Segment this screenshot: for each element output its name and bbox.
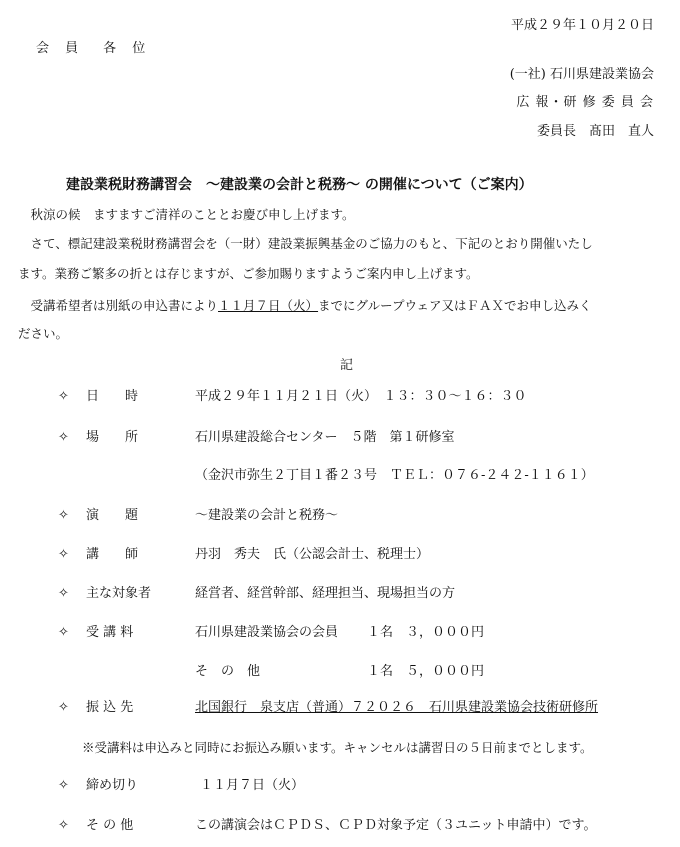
diamond-bullet-icon: ✧ — [58, 700, 69, 715]
detail-value-deadline: １１月７日（火） — [200, 778, 305, 793]
diamond-bullet-icon: ✧ — [58, 547, 69, 562]
fee-other-name: そ の 他 — [195, 664, 261, 679]
committee-name: 広 報・研 修 委 員 会 — [516, 95, 654, 110]
document-title: 建設業税財務講習会 ～建設業の会計と税務～ の開催について（ご案内） — [66, 177, 533, 193]
fee-member — [195, 625, 484, 641]
fee-member-price: １名 ３，０００円 — [367, 625, 485, 640]
detail-label-fee: 受 講 料 — [86, 625, 134, 640]
greeting-paragraph — [18, 207, 664, 222]
payment-note: ※受講料は申込みと同時にお振込み願います。キャンセルは講習日の５日前までとします。 — [82, 740, 593, 755]
detail-value-target: 経営者、経営幹部、経理担当、現場担当の方 — [195, 586, 456, 601]
fee-member-name: 石川県建設業協会の会員 — [195, 625, 339, 640]
greeting-text: 秋涼の候 ますますご清祥のこととお慶び申し上げます。 — [30, 207, 355, 222]
diamond-bullet-icon: ✧ — [58, 389, 69, 404]
ki-heading: 記 — [340, 358, 354, 373]
fee-other — [195, 664, 484, 680]
detail-value-venue: 石川県建設総合センター ５階 第１研修室 — [195, 430, 455, 445]
fee-other-price: １名 ５，０００円 — [367, 664, 485, 679]
application-deadline: １１月７日（火） — [218, 298, 319, 313]
diamond-bullet-icon: ✧ — [58, 778, 69, 793]
diamond-bullet-icon: ✧ — [58, 508, 69, 523]
detail-value-topic: ～建設業の会計と税務～ — [195, 508, 339, 523]
detail-label-venue: 場 所 — [86, 430, 139, 445]
diamond-bullet-icon: ✧ — [58, 625, 69, 640]
detail-value-other: この講演会はＣＰＤＳ、ＣＰＤ対象予定（３ユニット申請中）です。 — [195, 818, 597, 833]
application-paragraph-line2: ださい。 — [18, 326, 69, 341]
detail-label-target: 主な対象者 — [86, 586, 152, 601]
venue-address: （金沢市弥生２丁目１番２３号 ＴＥＬ：０７６‐２４２‐１１６１） — [195, 468, 594, 483]
diamond-bullet-icon: ✧ — [58, 430, 69, 445]
detail-label-bank: 振 込 先 — [86, 700, 134, 715]
detail-label-datetime: 日 時 — [86, 389, 139, 404]
detail-label-deadline: 締め切り — [86, 778, 139, 793]
organization-name: (一社) 石川県建設業協会 — [509, 67, 654, 82]
intro-text-line1: さて、標記建設業税財務講習会を（一財）建設業振興基金のご協力のもと、下記のとおり開催いたし — [30, 236, 593, 251]
intro-paragraph-line2: ます。業務ご繁多の折とは存じますが、ご参加賜りますようご案内申し上げます。 — [18, 266, 479, 281]
application-paragraph-line1 — [18, 298, 664, 313]
application-text-pre: 受講希望者は別紙の申込書により — [30, 298, 219, 313]
issue-date: 平成２９年１０月２０日 — [510, 18, 654, 33]
detail-label-topic: 演 題 — [86, 508, 139, 523]
intro-paragraph-line1 — [18, 236, 664, 251]
application-text-post: までにグループウェア又はＦＡＸでお申し込みく — [318, 298, 592, 313]
diamond-bullet-icon: ✧ — [58, 818, 69, 833]
detail-label-lecturer: 講 師 — [86, 547, 139, 562]
detail-value-bank: 北国銀行 泉支店（普通）７２０２６ 石川県建設業協会技術研修所 — [195, 700, 599, 715]
committee-chair: 委員長 髙田 直人 — [536, 124, 654, 139]
diamond-bullet-icon: ✧ — [58, 586, 69, 601]
addressee: 会 員 各 位 — [36, 41, 152, 56]
detail-value-datetime: 平成２９年１１月２１日（火） １３：３０～１６：３０ — [195, 389, 527, 404]
detail-label-other: そ の 他 — [86, 818, 134, 833]
detail-value-lecturer: 丹羽 秀夫 氏（公認会計士、税理士） — [195, 547, 430, 562]
